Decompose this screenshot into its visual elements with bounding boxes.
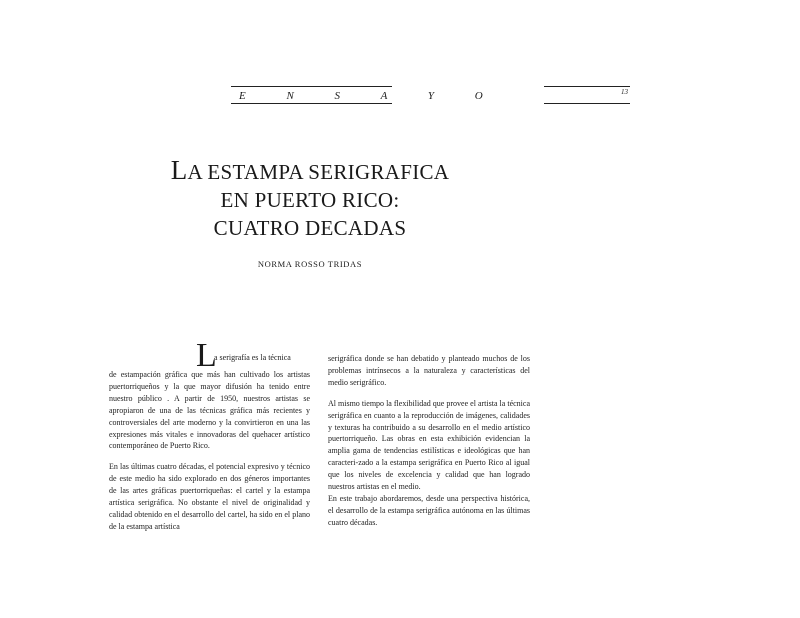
- section-label: E N S A Y O: [239, 90, 502, 102]
- first-line-text: a serigrafía es la técnica: [214, 353, 291, 362]
- header-rule-top: [231, 86, 392, 87]
- page-rule-bottom: [544, 103, 630, 104]
- left-paragraph-2: En las últimas cuatro décadas, el potencial expresivo y técnico de este medio ha sido explorado en dos géneros importantes de las artes gráficas puertorriqueñas: el cartel y la estampa artística serigráfica. No obstante el nivel de originalidad y calidad obtenido en el desarrollo del cartel, ha sido en el plano de la estampa artística: [109, 462, 310, 531]
- page-number: 13: [621, 88, 628, 96]
- right-paragraph-3: En este trabajo abordaremos, desde una perspectiva histórica, el desarrollo de la estampa serigráfica autónoma en las últimas cuatro décadas.: [328, 493, 530, 527]
- page-rule-top: [544, 86, 630, 87]
- title-line-2: EN PUERTO RICO:: [220, 188, 400, 212]
- left-column: [109, 369, 310, 542]
- title-line-3: CUATRO DECADAS: [213, 216, 407, 240]
- left-paragraph-1: de estampación gráfica que más han cultivado los artistas puertorriqueños y la que mayor difusión ha tenido entre nuestro público . A partir de 1950, nuestros artistas se apropiaron de una de las técnicas gráfica más recientes y controversiales del arte moderno y la convirtieron en una las expresiones más vitales e innovadoras del quehacer artístico contemporáneo de Puerto Rico.: [109, 370, 310, 451]
- header-rule-bottom: [231, 103, 392, 104]
- article-title: [120, 156, 500, 242]
- drop-cap: L: [196, 337, 217, 374]
- right-paragraph-2: Al mismo tiempo la flexibilidad que provee el artista la técnica serigráfica en cuanto a la reproducción de imágenes, calidades y texturas ha contribuido a su desarrollo en el medio artístico puertorriqueño. Las obras en esta exhibición evidencian la amplia gama de tendencias estilísticas e ideológicas que han caracteri-zado a la estampa serigráfica en Puerto Rico al igual que los niveles de excelencia y calidad que han logrado nuestros artistas en el medio.: [328, 398, 530, 492]
- title-line-1: LA ESTAMPA SERIGRAFICA: [170, 155, 450, 185]
- author-name: NORMA ROSSO TRIDAS: [257, 259, 363, 269]
- right-paragraph-1: serigráfica donde se han debatido y planteado muchos de los problemas intrínsecos a la naturaleza y características del medio serigráfico.: [328, 354, 530, 387]
- right-column: [328, 353, 530, 538]
